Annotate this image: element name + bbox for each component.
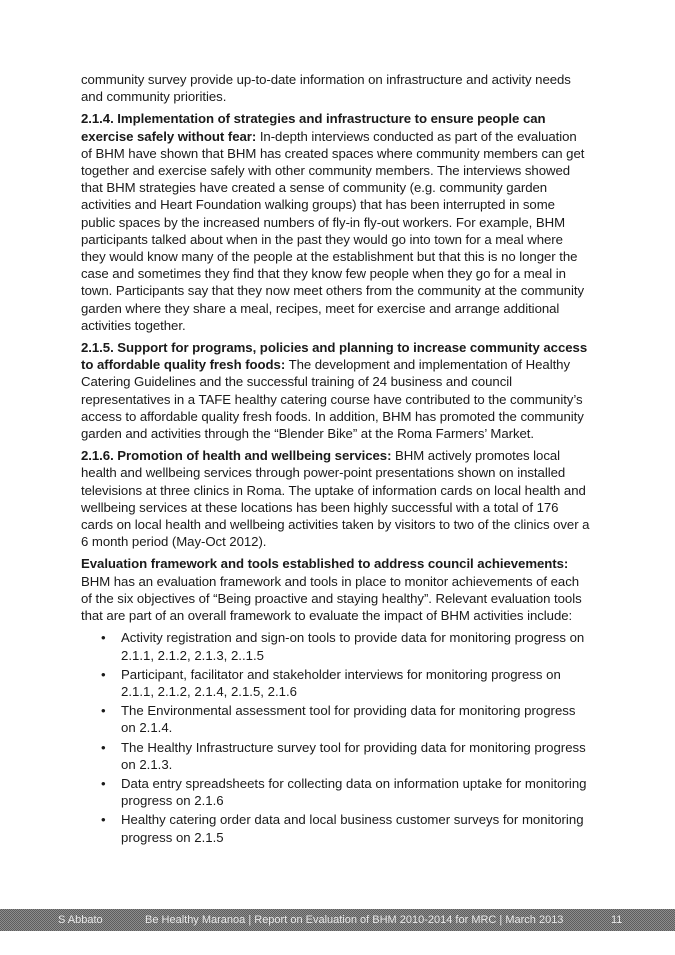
list-item: • Healthy catering order data and local business customer surveys for monitoring progress on 2.1.5 (101, 812, 584, 845)
list-item: • The Environmental assessment tool for providing data for monitoring progress on 2.1.4. (101, 703, 576, 736)
bullet-icon: • (101, 739, 106, 755)
footer-page-number: 11 (611, 914, 623, 926)
paragraph-continuation: community survey provide up-to-date information on infrastructure and activity needs and community priorities. (81, 72, 571, 105)
section-body: BHM has an evaluation framework and tools in place to monitor achievements of each of the six objectives of “Being proactive and staying healthy”. Relevant evaluation tools that are part of an overall framework to evaluate the impact of BHM activities include: (81, 573, 582, 624)
section-2-1-6 (81, 447, 591, 550)
section-heading: 2.1.5. Support for programs, policies and planning to increase community access to affordable quality fresh foods: (81, 340, 588, 373)
section-body: In-depth interviews conducted as part of the evaluation of BHM have shown that BHM has created spaces where community members can get together and exercise safely with other community members. The interviews showed that BHM strategies have created a sense of community (e.g. community garden activities and Heart Foundation walking groups) that has been interrupted in some public spaces by the increased numbers of fly-in fly-out workers. For example, BHM participants talked about when in the past they would go into town for a meal where they would know many of the people at the establishment but that this is no longer the case and sometimes they find that they know few people when they go for a meal in town. Participants say that they now meet others from the community at the community garden where they share a meal, recipes, meet for exercise and arrange additional activities together. (81, 128, 585, 333)
bullet-icon: • (101, 666, 106, 682)
section-heading: Evaluation framework and tools established to address council achievements: (81, 556, 569, 572)
footer-author: S Abbato (58, 914, 103, 926)
list-item: • Participant, facilitator and stakeholder interviews for monitoring progress on 2.1.1, 2.1.2, 2.1.4, 2.1.5, 2.1.6 (101, 666, 561, 699)
evaluation-tools-list (81, 629, 591, 845)
list-item: • Data entry spreadsheets for collecting data on information uptake for monitoring progress on 2.1.6 (101, 775, 587, 809)
bullet-icon: • (101, 775, 106, 791)
page-footer (0, 909, 675, 931)
footer-title: Be Healthy Maranoa | Report on Evaluation of BHM 2010-2014 for MRC | March 2013 (145, 914, 564, 926)
section-heading: 2.1.6. Promotion of health and wellbeing services: (81, 448, 392, 464)
section-body: BHM actively promotes local health and wellbeing services through power-point presentations shown on installed televisions at three clinics in Roma. The uptake of information cards on local health and wellbeing services at these locations has been highly successful with a total of 176 cards on local health and wellbeing activities taken by visitors to two of the clinics over a 6 month period (May-Oct 2012). (81, 448, 590, 550)
section-evaluation-framework (81, 555, 591, 624)
section-body: The development and implementation of Healthy Catering Guidelines and the successful training of 24 business and council representatives in a TAFE healthy catering course have contributed to the community’s access to affordable quality fresh foods. In addition, BHM has promoted the community garden and activities through the “Blender Bike” at the Roma Farmers’ Market. (81, 357, 584, 442)
bullet-icon: • (101, 812, 106, 828)
list-item: • Activity registration and sign-on tools to provide data for monitoring progress on 2.1.1, 2.1.2, 2.1.3, 2..1.5 (101, 630, 585, 663)
list-item: • The Healthy Infrastructure survey tool for providing data for monitoring progress on 2.1.3. (101, 739, 586, 772)
bullet-icon: • (101, 630, 106, 646)
document-page (81, 71, 591, 848)
section-heading: 2.1.4. Implementation of strategies and infrastructure to ensure people can exercise safely without fear: (81, 111, 546, 144)
section-2-1-5 (81, 339, 591, 442)
section-2-1-4 (81, 110, 591, 334)
bullet-icon: • (101, 703, 106, 719)
